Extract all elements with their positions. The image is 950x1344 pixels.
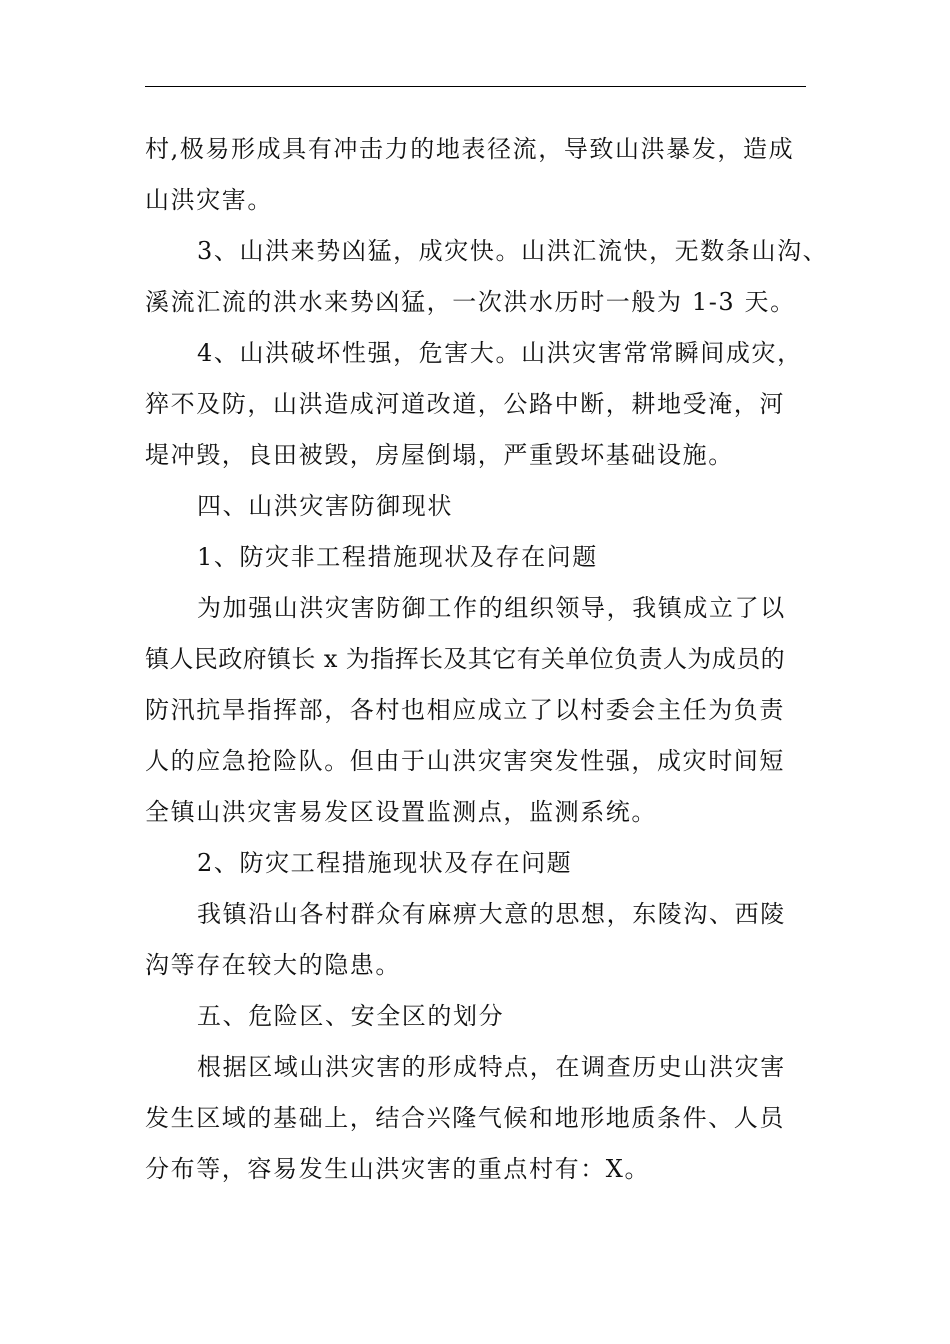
section-heading: 四、山洪灾害防御现状 bbox=[197, 492, 453, 520]
text-line: 猝不及防，山洪造成河道改道，公路中断，耕地受淹，河 bbox=[145, 390, 785, 418]
document-body bbox=[145, 124, 829, 1195]
paragraph-first-line: 为加强山洪灾害防御工作的组织领导，我镇成立了以 bbox=[197, 594, 786, 622]
paragraph-first-line: 根据区域山洪灾害的形成特点，在调查历史山洪灾害 bbox=[197, 1053, 786, 1081]
text-line: 镇人民政府镇长 x 为指挥长及其它有关单位负责人为成员的 bbox=[145, 645, 785, 673]
text-line: 沟等存在较大的隐患。 bbox=[145, 951, 401, 979]
header-rule bbox=[145, 86, 806, 87]
text-line: 村,极易形成具有冲击力的地表径流，导致山洪暴发，造成 bbox=[145, 135, 795, 163]
text-line: 堤冲毁，良田被毁，房屋倒塌，严重毁坏基础设施。 bbox=[145, 441, 734, 469]
paragraph-first-line: 我镇沿山各村群众有麻痹大意的思想，东陵沟、西陵 bbox=[197, 900, 786, 928]
text-line: 人的应急抢险队。但由于山洪灾害突发性强，成灾时间短 bbox=[145, 747, 785, 775]
section-heading: 五、危险区、安全区的划分 bbox=[197, 1002, 505, 1030]
text-line: 防汛抗旱指挥部，各村也相应成立了以村委会主任为负责 bbox=[145, 696, 785, 724]
subsection-heading: 1、防灾非工程措施现状及存在问题 bbox=[197, 543, 598, 571]
text-line: 全镇山洪灾害易发区设置监测点，监测系统。 bbox=[145, 798, 657, 826]
subsection-heading: 2、防灾工程措施现状及存在问题 bbox=[197, 849, 573, 877]
text-line: 发生区域的基础上，结合兴隆气候和地形地质条件、人员 bbox=[145, 1104, 785, 1132]
text-line: 溪流汇流的洪水来势凶猛，一次洪水历时一般为 1-3 天。 bbox=[145, 288, 796, 316]
text-line: 分布等，容易发生山洪灾害的重点村有：X。 bbox=[145, 1155, 651, 1183]
text-line: 山洪灾害。 bbox=[145, 186, 273, 214]
paragraph-first-line: 4、山洪破坏性强，危害大。山洪灾害常常瞬间成灾， bbox=[197, 339, 803, 367]
paragraph-first-line: 3、山洪来势凶猛，成灾快。山洪汇流快，无数条山沟、 bbox=[197, 237, 829, 265]
